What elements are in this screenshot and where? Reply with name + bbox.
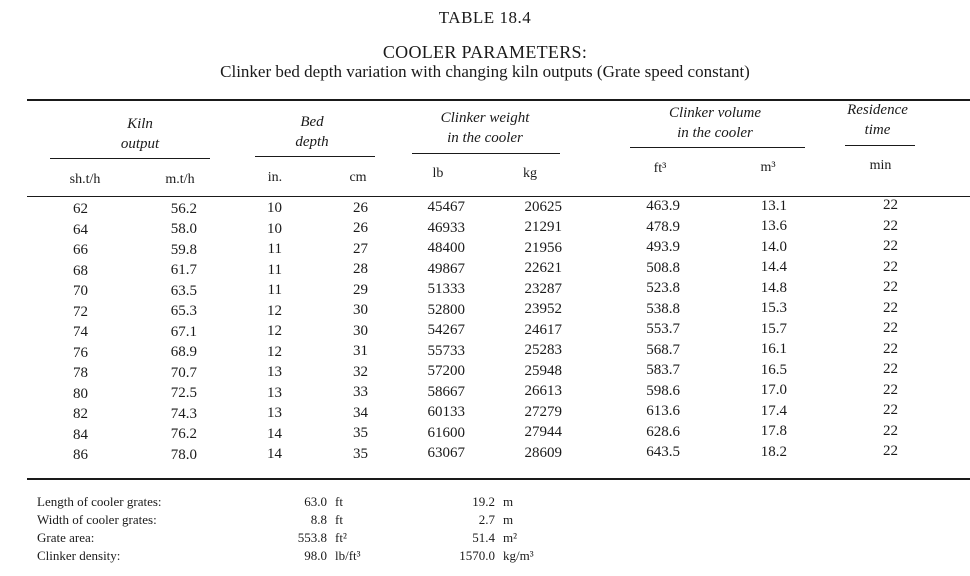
cell-weight-kg: 27279: [524, 403, 562, 420]
cell-volume-ft3: 523.8: [646, 280, 680, 296]
cell-volume-m3: 17.8: [760, 423, 787, 439]
group-rule-weight: [412, 153, 560, 154]
cell-volume-ft3: 583.7: [646, 362, 680, 378]
cell-kiln-mt-h: 56.2: [170, 200, 197, 217]
cell-volume-ft3: 493.9: [646, 239, 680, 255]
footnote-label: Width of cooler grates:: [37, 512, 157, 527]
cell-kiln-sht-h: 86: [73, 447, 88, 463]
cell-volume-ft3: 463.9: [646, 198, 680, 214]
group-header-residence-line1: Residence: [847, 102, 908, 118]
cell-bed-cm: 34: [353, 404, 368, 421]
group-header-volume: [630, 103, 800, 143]
cell-kiln-sht-h: 84: [73, 426, 88, 443]
group-header-volume-line2: in the cooler: [677, 125, 753, 141]
cell-kiln-sht-h: 76: [73, 344, 88, 361]
cell-bed-in: 13: [267, 384, 282, 401]
footnote-unit-imperial: lb/ft³: [335, 548, 361, 563]
group-header-weight-line2: in the cooler: [447, 130, 523, 146]
cell-kiln-mt-h: 68.9: [170, 344, 197, 360]
cell-residence-min: 22: [883, 238, 898, 254]
cell-weight-kg: 26613: [524, 383, 562, 399]
footnote-value-metric: 19.2: [472, 494, 495, 509]
cell-weight-kg: 22621: [524, 260, 562, 276]
footnote-value-imperial: 553.8: [297, 530, 327, 545]
cell-bed-cm: 27: [353, 240, 368, 257]
cell-volume-ft3: 553.7: [646, 321, 680, 337]
footnote-label: Grate area:: [37, 530, 95, 545]
cell-weight-kg: 28609: [524, 444, 562, 461]
cell-volume-m3: 14.4: [760, 259, 787, 275]
cell-bed-cm: 26: [353, 199, 368, 216]
cell-kiln-sht-h: 64: [73, 221, 88, 238]
cell-kiln-mt-h: 74.3: [170, 405, 197, 422]
cell-kiln-mt-h: 65.3: [170, 303, 197, 319]
group-header-volume-line1: Clinker volume: [668, 105, 762, 121]
footnote-value-metric: 2.7: [478, 512, 495, 527]
table-subtitle: Clinker bed depth variation with changing kiln outputs (Grate speed constant): [220, 62, 750, 81]
cell-kiln-sht-h: 80: [73, 385, 88, 402]
table-number: TABLE 18.4: [438, 8, 532, 27]
cell-volume-m3: 14.8: [760, 279, 787, 296]
group-rule-bed: [255, 156, 375, 157]
group-header-kiln: [60, 114, 220, 154]
unit-header-sht-h: sh.t/h: [69, 172, 101, 187]
unit-header-cm: cm: [349, 170, 367, 185]
cell-volume-m3: 13.1: [760, 197, 787, 214]
cell-weight-lb: 45467: [427, 199, 465, 215]
cell-kiln-sht-h: 66: [73, 242, 88, 258]
cell-weight-kg: 21291: [524, 219, 562, 235]
cell-residence-min: 22: [883, 422, 898, 439]
cell-bed-cm: 29: [353, 281, 368, 298]
cell-bed-in: 11: [267, 261, 282, 278]
group-header-bed-line2: depth: [295, 134, 329, 150]
footnote-value-imperial: 8.8: [310, 512, 327, 527]
cell-bed-in: 12: [267, 323, 282, 339]
cell-kiln-sht-h: 74: [73, 324, 88, 340]
footnote-label: Length of cooler grates:: [37, 494, 162, 509]
footnote-unit-metric: m: [503, 494, 514, 509]
cell-bed-in: 14: [267, 425, 282, 442]
cell-bed-in: 10: [267, 220, 282, 237]
footnote-label: Clinker density:: [37, 548, 121, 563]
group-header-kiln-line1: Kiln: [127, 116, 153, 132]
cell-bed-cm: 35: [353, 425, 368, 441]
table-title: COOLER PARAMETERS:: [382, 42, 588, 62]
cell-kiln-sht-h: 68: [73, 262, 88, 279]
footnote-unit-metric: m: [503, 512, 514, 527]
cell-volume-ft3: 508.8: [646, 259, 680, 276]
bottom-rule: [27, 478, 970, 480]
cell-residence-min: 22: [883, 258, 898, 275]
cell-bed-cm: 30: [353, 302, 368, 318]
cell-kiln-mt-h: 67.1: [170, 323, 197, 340]
footnote-value-imperial: 98.0: [304, 548, 327, 563]
cell-kiln-sht-h: 72: [73, 303, 88, 320]
cell-kiln-mt-h: 70.7: [170, 364, 197, 381]
cell-weight-lb: 58667: [427, 383, 465, 400]
cell-weight-lb: 46933: [427, 219, 465, 236]
cell-volume-m3: 17.0: [760, 382, 787, 398]
cell-residence-min: 22: [883, 217, 898, 234]
group-header-kiln-line2: output: [120, 136, 160, 152]
cell-bed-cm: 32: [353, 363, 368, 380]
group-header-weight: [410, 108, 560, 148]
cell-weight-kg: 27944: [524, 424, 562, 440]
cell-kiln-sht-h: 78: [73, 365, 88, 381]
unit-header-kg: kg: [523, 166, 537, 181]
cell-weight-lb: 57200: [427, 363, 465, 379]
cell-kiln-mt-h: 61.7: [170, 262, 197, 278]
cell-kiln-mt-h: 63.5: [170, 282, 197, 299]
footnote-value-metric: 51.4: [472, 530, 495, 545]
cell-weight-lb: 55733: [427, 342, 465, 359]
cell-weight-lb: 60133: [427, 404, 465, 420]
cell-weight-kg: 24617: [524, 321, 562, 338]
cell-weight-kg: 20625: [524, 198, 562, 215]
group-rule-residence: [845, 145, 915, 146]
cell-bed-in: 13: [267, 405, 282, 421]
footnote-unit-imperial: ft: [335, 512, 343, 527]
cell-weight-kg: 25948: [524, 362, 562, 379]
group-header-residence-line2: time: [864, 122, 891, 138]
cell-residence-min: 22: [883, 381, 898, 398]
cell-kiln-sht-h: 70: [73, 283, 88, 299]
cell-volume-m3: 18.2: [760, 443, 787, 460]
cell-kiln-mt-h: 72.5: [170, 385, 197, 401]
group-header-bed: [262, 112, 362, 152]
footnote-unit-imperial: ft: [335, 494, 343, 509]
cell-residence-min: 22: [883, 340, 898, 357]
cell-volume-ft3: 538.8: [646, 300, 680, 317]
cell-weight-kg: 21956: [524, 239, 562, 256]
cell-volume-m3: 14.0: [760, 238, 787, 255]
cell-bed-cm: 35: [353, 445, 368, 462]
cell-kiln-mt-h: 76.2: [170, 426, 197, 442]
unit-header-in: in.: [267, 170, 283, 185]
group-rule-kiln: [50, 158, 210, 159]
unit-header-mt-h: m.t/h: [165, 172, 195, 187]
unit-header-min: min: [869, 158, 892, 173]
unit-header-m3: m³: [760, 160, 776, 175]
footnote-unit-metric: m²: [503, 530, 518, 545]
cell-residence-min: 22: [883, 443, 898, 459]
cell-residence-min: 22: [883, 299, 898, 316]
cell-weight-lb: 63067: [427, 445, 465, 461]
cell-volume-m3: 16.5: [760, 361, 787, 378]
cell-bed-in: 11: [267, 241, 282, 257]
group-header-bed-line1: Bed: [300, 114, 324, 130]
cell-bed-in: 10: [267, 200, 282, 216]
cell-residence-min: 22: [883, 402, 898, 418]
cell-weight-kg: 25283: [524, 342, 562, 358]
cell-bed-cm: 33: [353, 384, 368, 400]
group-header-residence: [825, 100, 930, 140]
cell-bed-in: 13: [267, 364, 282, 380]
cell-weight-lb: 54267: [427, 322, 465, 338]
cell-kiln-mt-h: 78.0: [170, 446, 197, 463]
cell-residence-min: 22: [883, 279, 898, 295]
cell-volume-ft3: 643.5: [646, 444, 680, 460]
cell-weight-lb: 52800: [427, 301, 465, 318]
cell-volume-ft3: 613.6: [646, 403, 680, 419]
cell-bed-cm: 31: [353, 343, 368, 359]
cell-residence-min: 22: [883, 197, 898, 213]
cell-weight-lb: 51333: [427, 281, 465, 297]
cell-kiln-mt-h: 59.8: [170, 241, 197, 258]
cell-bed-in: 14: [267, 446, 282, 462]
footnote-unit-metric: kg/m³: [503, 548, 534, 563]
cell-weight-kg: 23952: [524, 301, 562, 317]
cell-residence-min: 22: [883, 320, 898, 336]
cell-volume-m3: 16.1: [760, 341, 787, 357]
cell-bed-in: 12: [267, 302, 282, 319]
cell-bed-cm: 28: [353, 261, 368, 277]
group-rule-volume: [630, 147, 805, 148]
cell-volume-m3: 13.6: [760, 218, 787, 234]
cell-weight-lb: 61600: [427, 424, 465, 441]
cell-volume-ft3: 628.6: [646, 423, 680, 440]
cell-kiln-sht-h: 82: [73, 406, 88, 422]
cell-bed-cm: 26: [353, 220, 368, 236]
cell-volume-ft3: 598.6: [646, 382, 680, 399]
unit-header-lb: lb: [432, 166, 444, 181]
cell-kiln-mt-h: 58.0: [170, 221, 197, 237]
footnote-value-imperial: 63.0: [304, 494, 327, 509]
cell-weight-lb: 48400: [427, 240, 465, 256]
cell-residence-min: 22: [883, 361, 898, 377]
cell-volume-m3: 17.4: [760, 402, 787, 419]
group-header-weight-line1: Clinker weight: [440, 110, 530, 126]
cell-weight-lb: 49867: [427, 260, 465, 277]
cell-bed-in: 12: [267, 343, 282, 360]
cell-volume-m3: 15.3: [760, 300, 787, 316]
cell-kiln-sht-h: 62: [73, 201, 88, 217]
cell-volume-m3: 15.7: [760, 320, 787, 337]
unit-header-ft3: ft³: [653, 161, 667, 176]
cell-volume-ft3: 568.7: [646, 341, 680, 358]
footnote-unit-imperial: ft²: [335, 530, 347, 545]
cell-bed-in: 11: [267, 282, 282, 298]
cell-weight-kg: 23287: [524, 280, 562, 297]
footnote-value-metric: 1570.0: [459, 548, 495, 563]
cell-volume-ft3: 478.9: [646, 218, 680, 235]
cell-bed-cm: 30: [353, 322, 368, 339]
